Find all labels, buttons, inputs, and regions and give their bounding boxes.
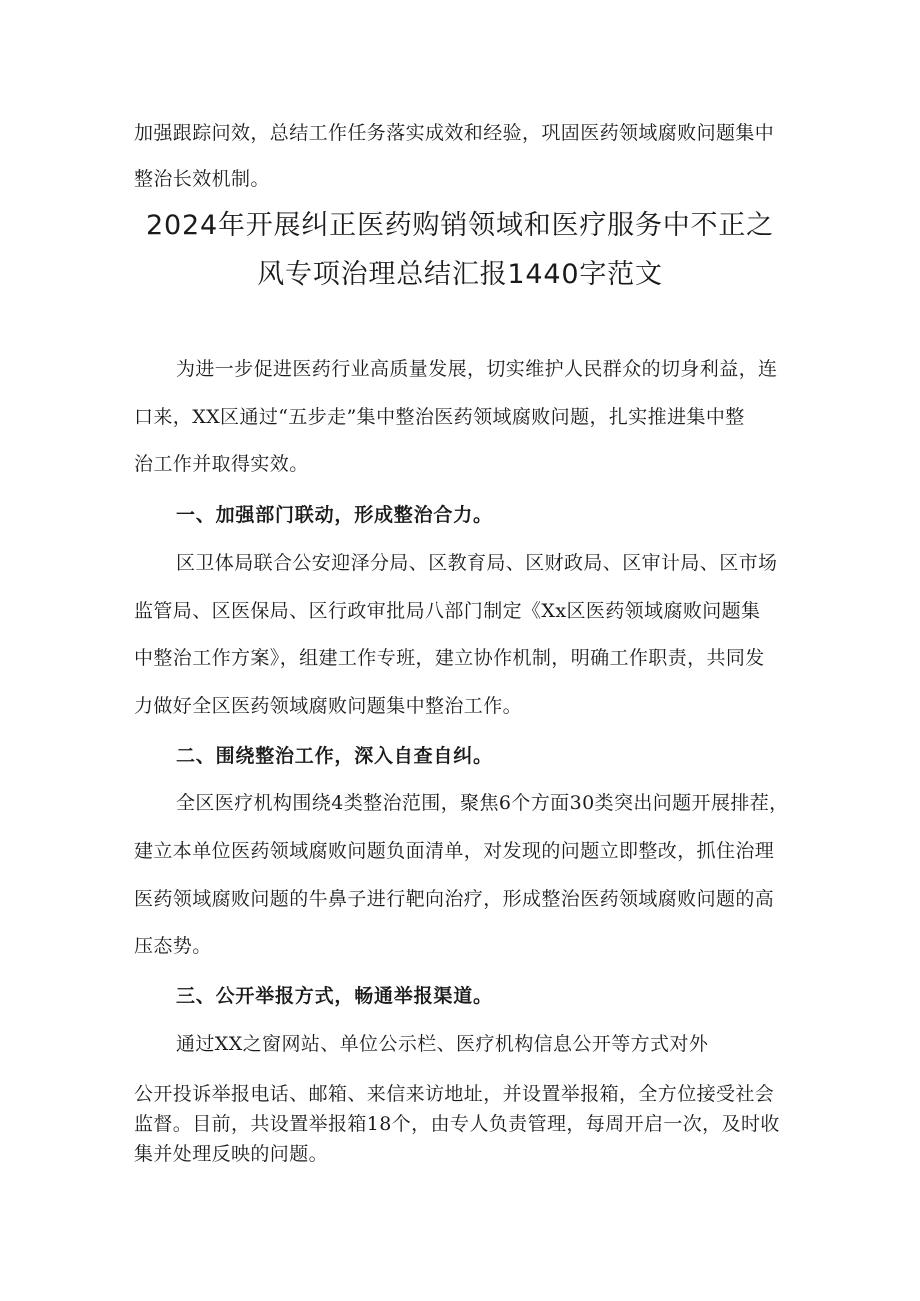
section-3-line-4: 集并处理反映的问题。 <box>134 1143 329 1165</box>
section-3-line-3: 监督。目前，共设置举报箱18个，由专人负责管理，每周开启一次，及时收 <box>134 1113 780 1135</box>
section-2-line-2: 建立本单位医药领域腐败问题负面清单，对发现的问题立即整改，抓住治理 <box>134 840 775 862</box>
section-3-heading: 三、公开举报方式，畅通举报渠道。 <box>176 985 493 1007</box>
section-2-line-4: 压态势。 <box>134 935 212 957</box>
carryover-line-2: 整治长效机制。 <box>134 168 270 190</box>
section-1-line-2: 监管局、区医保局、区行政审批局八部门制定《Xx区医药领域腐败问题集 <box>134 600 761 622</box>
section-1-line-1: 区卫体局联合公安迎泽分局、区教育局、区财政局、区审计局、区市场 <box>176 552 778 574</box>
section-1-line-3: 中整治工作方案》，组建工作专班，建立协作机制，明确工作职责，共同发 <box>134 647 765 669</box>
section-1-heading: 一、加强部门联动，形成整治合力。 <box>176 504 493 526</box>
document-title-line-2: 风专项治理总结汇报1440字范文 <box>257 259 663 290</box>
opening-line-3: 治工作并取得实效。 <box>134 453 309 475</box>
document-title-line-1: 2024年开展纠正医药购销领域和医疗服务中不正之 <box>146 210 774 241</box>
section-2-heading: 二、围绕整治工作，深入自查自纠。 <box>176 745 493 767</box>
opening-line-1: 为进一步促进医药行业高质量发展，切实维护人民群众的切身利益，连 <box>176 358 778 380</box>
section-3-line-2: 公开投诉举报电话、邮箱、来信来访地址，并设置举报箱，全方位接受社会 <box>134 1083 775 1105</box>
section-2-line-3: 医药领域腐败问题的牛鼻子进行靶向治疗，形成整治医药领域腐败问题的高 <box>134 888 775 910</box>
section-1-line-4: 力做好全区医药领域腐败问题集中整治工作。 <box>134 695 523 717</box>
section-2-line-1: 全区医疗机构围绕4类整治范围，聚焦6个方面30类突出问题开展排茬， <box>176 792 789 814</box>
opening-line-2: 口来，XX区通过“五步走”集中整治医药领域腐败问题，扎实推进集中整 <box>134 406 745 428</box>
section-3-line-1: 通过XX之窗网站、单位公示栏、医疗机构信息公开等方式对外 <box>176 1033 709 1055</box>
carryover-line-1: 加强跟踪问效，总结工作任务落实成效和经验，巩固医药领域腐败问题集中 <box>134 122 775 144</box>
